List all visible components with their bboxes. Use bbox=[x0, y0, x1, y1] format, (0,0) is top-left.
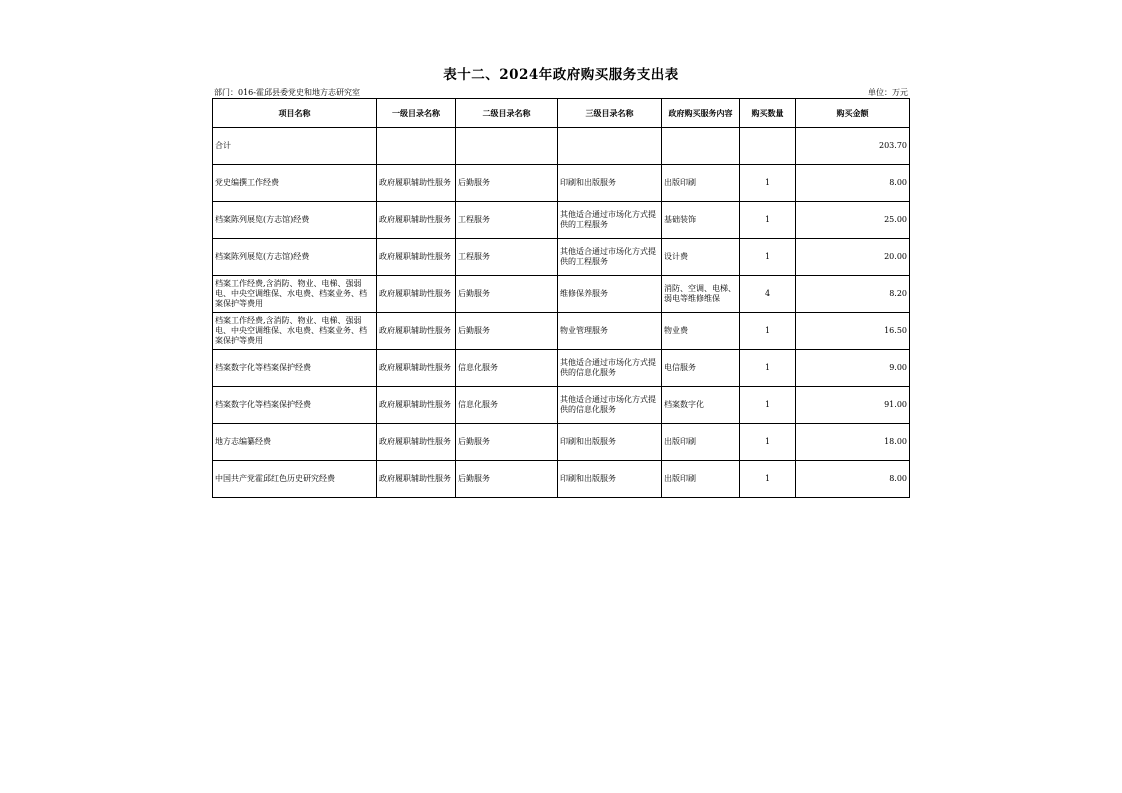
cell-level1: 政府履职辅助性服务 bbox=[377, 202, 456, 239]
purchase-services-table bbox=[212, 98, 910, 498]
cell-quantity: 1 bbox=[740, 202, 796, 239]
cell-quantity: 4 bbox=[740, 276, 796, 313]
table-row bbox=[213, 276, 910, 313]
cell-level2: 工程服务 bbox=[456, 202, 558, 239]
cell-content: 出版印刷 bbox=[662, 424, 740, 461]
cell-content: 出版印刷 bbox=[662, 165, 740, 202]
total-row bbox=[213, 128, 910, 165]
cell-level2: 后勤服务 bbox=[456, 165, 558, 202]
cell-amount: 18.00 bbox=[796, 424, 910, 461]
cell-level3: 其他适合通过市场化方式提供的工程服务 bbox=[558, 202, 662, 239]
cell-level2: 工程服务 bbox=[456, 239, 558, 276]
cell-amount: 25.00 bbox=[796, 202, 910, 239]
cell-quantity: 1 bbox=[740, 461, 796, 498]
cell-quantity: 1 bbox=[740, 350, 796, 387]
cell-level2: 信息化服务 bbox=[456, 387, 558, 424]
total-amount: 203.70 bbox=[796, 128, 910, 165]
total-label: 合计 bbox=[213, 128, 377, 165]
header-level2: 二级目录名称 bbox=[456, 99, 558, 128]
cell-level1: 政府履职辅助性服务 bbox=[377, 165, 456, 202]
cell-content: 出版印刷 bbox=[662, 461, 740, 498]
header-project-name: 项目名称 bbox=[213, 99, 377, 128]
table-row bbox=[213, 165, 910, 202]
cell-project-name: 档案工作经费,含消防、物业、电梯、强弱电、中央空调维保、水电费、档案业务、档案保护等费用 bbox=[213, 276, 377, 313]
cell-content: 消防、空调、电梯、弱电等维修维保 bbox=[662, 276, 740, 313]
cell-level2: 后勤服务 bbox=[456, 276, 558, 313]
cell-content: 档案数字化 bbox=[662, 387, 740, 424]
cell-amount: 8.20 bbox=[796, 276, 910, 313]
cell-level1: 政府履职辅助性服务 bbox=[377, 239, 456, 276]
cell-quantity: 1 bbox=[740, 387, 796, 424]
cell-project-name: 地方志编纂经费 bbox=[213, 424, 377, 461]
cell-project-name: 档案陈列展览(方志馆)经费 bbox=[213, 239, 377, 276]
cell-level3: 其他适合通过市场化方式提供的信息化服务 bbox=[558, 387, 662, 424]
table-header-row bbox=[213, 99, 910, 128]
cell-quantity: 1 bbox=[740, 239, 796, 276]
page-title: 表十二、2024年政府购买服务支出表 bbox=[443, 67, 679, 83]
table-row bbox=[213, 387, 910, 424]
header-amount: 购买金额 bbox=[796, 99, 910, 128]
cell-amount: 8.00 bbox=[796, 461, 910, 498]
cell-level2: 后勤服务 bbox=[456, 461, 558, 498]
header-level1: 一级目录名称 bbox=[377, 99, 456, 128]
cell-level3: 维修保养服务 bbox=[558, 276, 662, 313]
cell-level1: 政府履职辅助性服务 bbox=[377, 276, 456, 313]
cell-amount: 16.50 bbox=[796, 313, 910, 350]
cell-project-name: 档案数字化等档案保护经费 bbox=[213, 350, 377, 387]
cell-project-name: 中国共产党霍邱红色历史研究经费 bbox=[213, 461, 377, 498]
table-row bbox=[213, 350, 910, 387]
cell-amount: 9.00 bbox=[796, 350, 910, 387]
unit-label: 单位：万元 bbox=[868, 88, 908, 97]
table-row bbox=[213, 202, 910, 239]
cell-content: 物业费 bbox=[662, 313, 740, 350]
cell-level1: 政府履职辅助性服务 bbox=[377, 461, 456, 498]
cell-level1: 政府履职辅助性服务 bbox=[377, 350, 456, 387]
cell-content: 电信服务 bbox=[662, 350, 740, 387]
cell-content: 基础装饰 bbox=[662, 202, 740, 239]
cell-level3: 印刷和出版服务 bbox=[558, 424, 662, 461]
cell-amount: 20.00 bbox=[796, 239, 910, 276]
cell-level2: 后勤服务 bbox=[456, 313, 558, 350]
cell-level1: 政府履职辅助性服务 bbox=[377, 313, 456, 350]
table-row bbox=[213, 461, 910, 498]
cell-quantity: 1 bbox=[740, 424, 796, 461]
table-row bbox=[213, 424, 910, 461]
cell-level3: 物业管理服务 bbox=[558, 313, 662, 350]
table-row bbox=[213, 239, 910, 276]
cell-quantity: 1 bbox=[740, 313, 796, 350]
cell-project-name: 档案陈列展览(方志馆)经费 bbox=[213, 202, 377, 239]
cell-level1: 政府履职辅助性服务 bbox=[377, 424, 456, 461]
header-quantity: 购买数量 bbox=[740, 99, 796, 128]
cell-content: 设计费 bbox=[662, 239, 740, 276]
cell-level3: 印刷和出版服务 bbox=[558, 165, 662, 202]
cell-level2: 信息化服务 bbox=[456, 350, 558, 387]
department-label: 部门：016-霍邱县委党史和地方志研究室 bbox=[214, 88, 360, 97]
cell-amount: 91.00 bbox=[796, 387, 910, 424]
cell-level3: 其他适合通过市场化方式提供的工程服务 bbox=[558, 239, 662, 276]
cell-level3: 印刷和出版服务 bbox=[558, 461, 662, 498]
cell-amount: 8.00 bbox=[796, 165, 910, 202]
cell-quantity: 1 bbox=[740, 165, 796, 202]
table-row bbox=[213, 313, 910, 350]
header-level3: 三级目录名称 bbox=[558, 99, 662, 128]
cell-project-name: 档案工作经费,含消防、物业、电梯、强弱电、中央空调维保、水电费、档案业务、档案保护等费用 bbox=[213, 313, 377, 350]
cell-level2: 后勤服务 bbox=[456, 424, 558, 461]
cell-project-name: 党史编撰工作经费 bbox=[213, 165, 377, 202]
header-content: 政府购买服务内容 bbox=[662, 99, 740, 128]
cell-level1: 政府履职辅助性服务 bbox=[377, 387, 456, 424]
cell-level3: 其他适合通过市场化方式提供的信息化服务 bbox=[558, 350, 662, 387]
cell-project-name: 档案数字化等档案保护经费 bbox=[213, 387, 377, 424]
